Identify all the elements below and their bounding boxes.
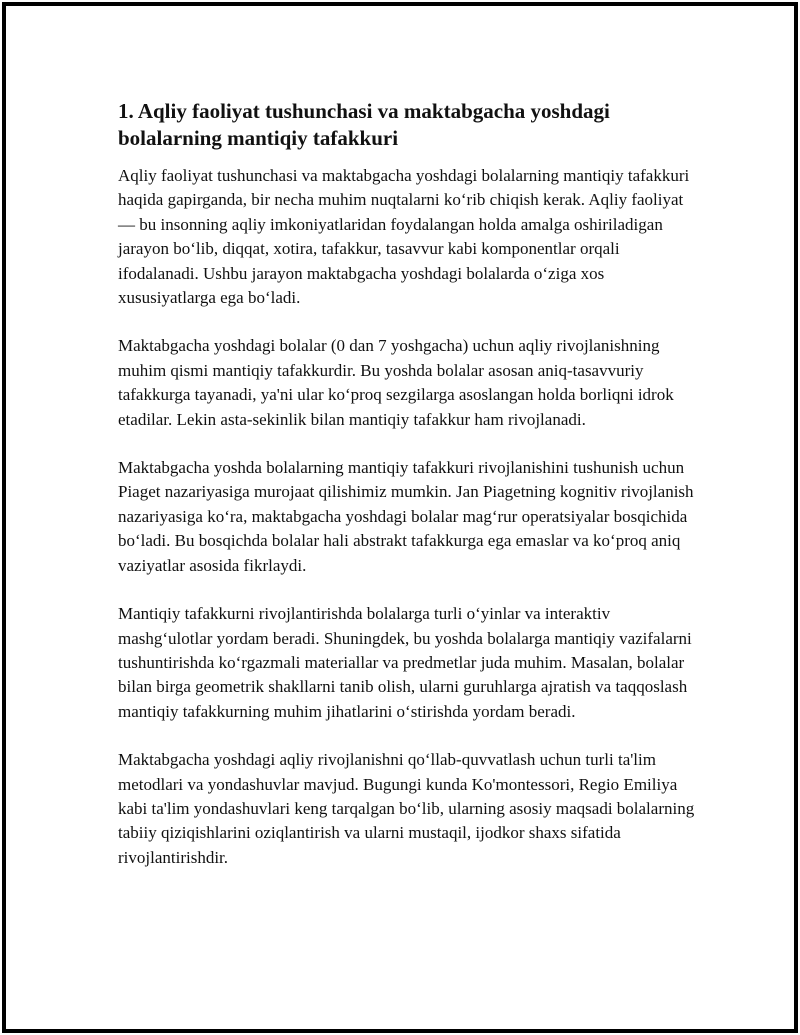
paragraph-2: Maktabgacha yoshdagi bolalar (0 dan 7 yoshgacha) uchun aqliy rivojlanishning muhim qismi mantiqiy tafakkurdir. Bu yoshda bolalar asosan aniq-tasavvuriy tafakkurga tayanadi, ya'ni ular koʻproq sezgilarga asoslangan holda borliqni idrok etadilar. Lekin asta-sekinlik bilan mantiqiy tafakkur ham rivojlanadi. (118, 336, 674, 429)
document-body (118, 98, 698, 894)
section-heading: 1. Aqliy faoliyat tushunchasi va maktabgacha yoshdagi bolalarning mantiqiy tafakkuri (118, 99, 610, 150)
page-frame (2, 2, 798, 1033)
paragraph-5: Maktabgacha yoshdagi aqliy rivojlanishni qoʻllab-quvvatlash uchun turli ta'lim metodlari va yondashuvlar mavjud. Bugungi kunda Ko'montessori, Regio Emiliya kabi ta'lim yondashuvlari keng tarqalgan boʻlib, ularning asosiy maqsadi bolalarning tabiiy qiziqishlarini oziqlantirish va ularni mustaqil, ijodkor shaxs sifatida rivojlantirishdir. (118, 750, 695, 867)
paragraph-3: Maktabgacha yoshda bolalarning mantiqiy tafakkuri rivojlanishini tushunish uchun Piaget nazariyasiga murojaat qilishimiz mumkin. Jan Piagetning kognitiv rivojlanish nazariyasiga koʻra, maktabgacha yoshdagi bolalar magʻrur operatsiyalar bosqichida boʻladi. Bu bosqichda bolalar hali abstrakt tafakkurga ega emaslar va koʻproq aniq vaziyatlar asosida fikrlaydi. (118, 458, 694, 575)
paragraph-4: Mantiqiy tafakkurni rivojlantirishda bolalarga turli oʻyinlar va interaktiv mashgʻulotlar yordam beradi. Shuningdek, bu yoshda bolalarga mantiqiy vazifalarni tushuntirishda koʻrgazmali materiallar va predmetlar juda muhim. Masalan, bolalar bilan birga geometrik shakllarni tanib olish, ularni guruhlarga ajratish va taqqoslash mantiqiy tafakkurning muhim jihatlarini oʻstirishda yordam beradi. (118, 604, 692, 721)
paragraph-1: Aqliy faoliyat tushunchasi va maktabgacha yoshdagi bolalarning mantiqiy tafakkuri haqida gapirganda, bir necha muhim nuqtalarni koʻrib chiqish kerak. Aqliy faoliyat — bu insonning aqliy imkoniyatlaridan foydalangan holda amalga oshiriladigan jarayon boʻlib, diqqat, xotira, tafakkur, tasavvur kabi komponentlar orqali ifodalanadi. Ushbu jarayon maktabgacha yoshdagi bolalarda oʻziga xos xususiyatlarga ega boʻladi. (118, 166, 690, 308)
